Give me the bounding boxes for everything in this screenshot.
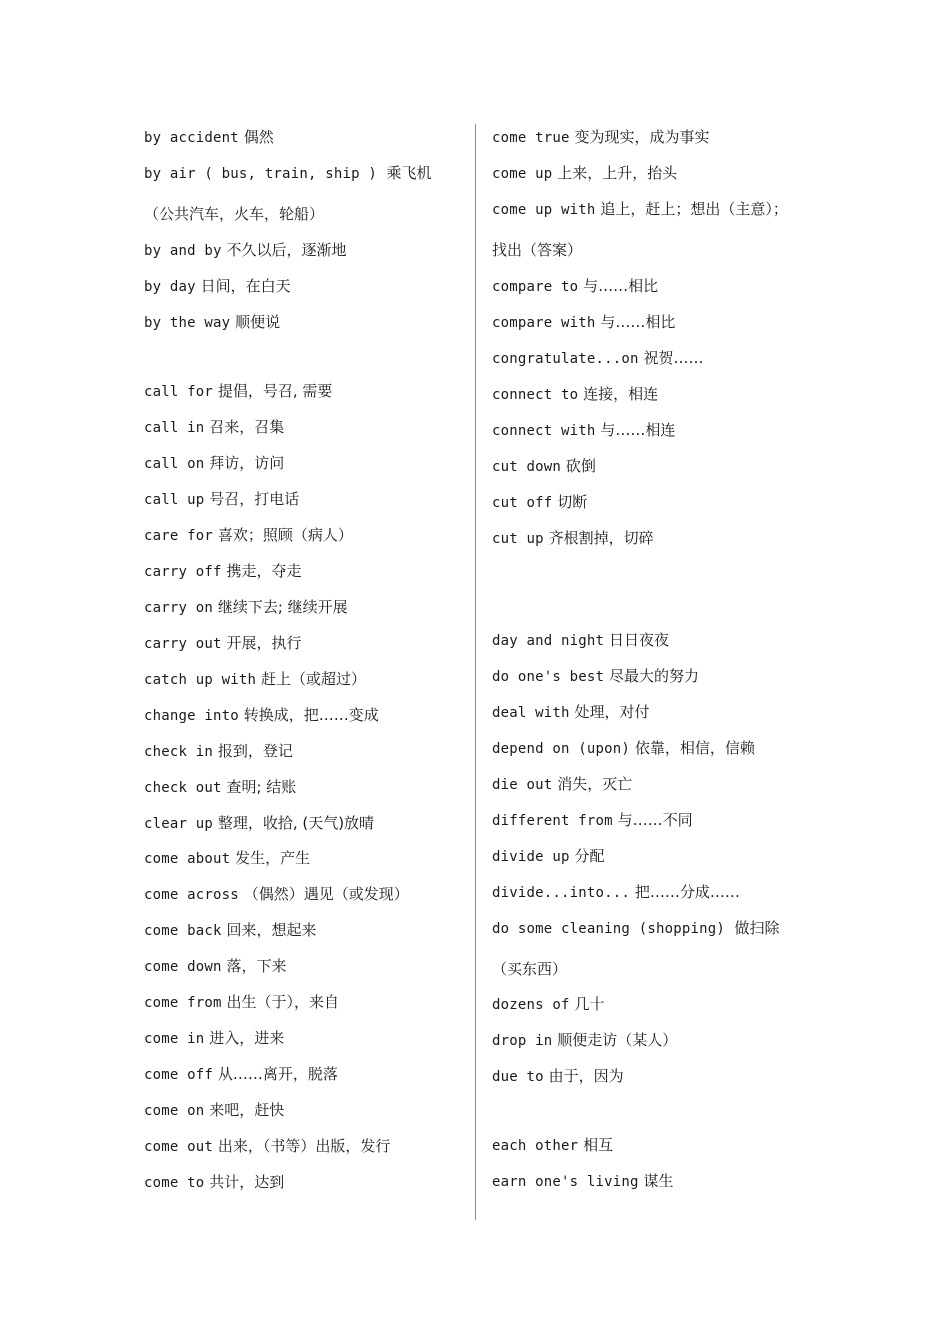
phrase-entry — [144, 311, 280, 333]
phrase-chinese: 切断 — [557, 493, 588, 511]
phrase-entry — [492, 126, 709, 148]
phrase-entry — [492, 1029, 677, 1051]
phrase-english: call for — [144, 384, 214, 400]
phrase-entry — [492, 773, 632, 795]
phrase-english: deal with — [492, 705, 570, 721]
phrase-chinese: 由于，因为 — [548, 1067, 624, 1085]
phrase-english: do one's best — [492, 669, 605, 685]
phrase-english: by accident — [144, 130, 239, 146]
phrase-english: earn one's living — [492, 1174, 639, 1190]
phrase-entry — [144, 452, 284, 474]
phrase-entry — [144, 275, 291, 297]
phrase-entry — [144, 1171, 284, 1193]
phrase-english: call in — [144, 420, 205, 436]
phrase-english: different from — [492, 813, 613, 829]
phrase-english: come out — [144, 1139, 214, 1155]
phrase-entry — [144, 1135, 390, 1157]
phrase-entry — [492, 527, 654, 549]
phrase-english: come down — [144, 959, 222, 975]
phrase-english: come in — [144, 1031, 205, 1047]
phrase-chinese: 日间，在白天 — [200, 277, 291, 295]
phrase-entry — [492, 737, 755, 759]
phrase-entry — [492, 275, 658, 297]
phrase-english: come true — [492, 130, 570, 146]
phrase-chinese: 整理，收拾, (天气)放晴 — [217, 814, 375, 832]
phrase-chinese: 祝贺…… — [643, 349, 704, 367]
phrase-entry — [144, 812, 374, 834]
phrase-chinese: 与……相比 — [583, 277, 659, 295]
phrase-chinese: 开展，执行 — [226, 634, 302, 652]
phrase-entry — [144, 162, 466, 225]
phrase-english: do some cleaning (shopping) — [492, 921, 725, 937]
phrase-chinese: 出生（于），来自 — [226, 993, 339, 1011]
phrase-chinese: 连接，相连 — [583, 385, 659, 403]
phrase-english: congratulate...on — [492, 351, 639, 367]
phrase-english: cut off — [492, 495, 553, 511]
phrase-chinese: 处理，对付 — [574, 703, 650, 721]
phrase-entry — [492, 311, 675, 333]
phrase-chinese: 谋生 — [643, 1172, 674, 1190]
phrase-chinese: 追上，赶上；想出（主意）； — [600, 200, 788, 218]
phrase-chinese: 日日夜夜 — [608, 631, 669, 649]
phrase-entry — [144, 416, 284, 438]
phrase-english: die out — [492, 777, 553, 793]
phrase-entry — [144, 1099, 284, 1121]
phrase-english: come about — [144, 851, 231, 867]
phrase-english: cut down — [492, 459, 562, 475]
phrase-chinese: 喜欢；照顾（病人） — [217, 526, 353, 544]
phrase-entry — [492, 917, 808, 980]
phrase-chinese: 出来，（书等）出版，发行 — [217, 1137, 391, 1155]
phrase-english: come up with — [492, 202, 596, 218]
phrase-chinese: 发生，产生 — [235, 849, 311, 867]
phrase-english: carry on — [144, 600, 214, 616]
phrase-chinese: 顺便走访（某人） — [557, 1031, 678, 1049]
phrase-entry — [492, 701, 649, 723]
phrase-entry — [492, 845, 604, 867]
phrase-entry — [492, 629, 669, 651]
phrase-english: come from — [144, 995, 222, 1011]
phrase-english: check in — [144, 744, 214, 760]
phrase-english: call on — [144, 456, 205, 472]
phrase-chinese: 相互 — [583, 1136, 614, 1154]
phrase-chinese: 偶然 — [243, 128, 274, 146]
phrase-entry — [492, 993, 604, 1015]
phrase-chinese: 号召，打电话 — [209, 490, 300, 508]
phrase-english: compare to — [492, 279, 579, 295]
phrase-chinese: 共计，达到 — [209, 1173, 285, 1191]
phrase-entry — [492, 347, 704, 369]
phrase-english: by the way — [144, 315, 231, 331]
phrase-entry — [144, 883, 409, 905]
phrase-english: cut up — [492, 531, 544, 547]
phrase-entry — [492, 1170, 674, 1192]
phrase-entry — [144, 1063, 338, 1085]
phrase-chinese: 尽最大的努力 — [608, 667, 699, 685]
phrase-english: catch up with — [144, 672, 257, 688]
phrase-chinese: 齐根割掉，切碎 — [548, 529, 654, 547]
phrase-entry — [144, 1027, 284, 1049]
phrase-english: connect to — [492, 387, 579, 403]
phrase-entry — [492, 162, 677, 184]
column-divider — [475, 124, 476, 1220]
phrase-entry — [144, 488, 299, 510]
phrase-chinese: 砍倒 — [565, 457, 596, 475]
phrase-entry — [492, 881, 740, 903]
phrase-chinese-continued: （买东西） — [492, 960, 568, 978]
phrase-entry — [144, 239, 346, 261]
phrase-english: call up — [144, 492, 205, 508]
phrase-chinese: 进入，进来 — [209, 1029, 285, 1047]
phrase-chinese: 消失，灭亡 — [557, 775, 633, 793]
phrase-entry — [492, 455, 596, 477]
phrase-english: depend on (upon) — [492, 741, 631, 757]
phrase-chinese: 报到，登记 — [217, 742, 293, 760]
phrase-chinese: 回来，想起来 — [226, 921, 317, 939]
phrase-entry — [144, 847, 310, 869]
phrase-entry — [492, 491, 587, 513]
phrase-chinese: 顺便说 — [235, 313, 281, 331]
phrase-english: divide...into... — [492, 885, 631, 901]
phrase-english: care for — [144, 528, 214, 544]
phrase-chinese-continued: （公共汽车，火车，轮船） — [144, 205, 325, 223]
phrase-chinese: 分配 — [574, 847, 605, 865]
phrase-english: clear up — [144, 816, 214, 832]
phrase-entry — [492, 383, 658, 405]
phrase-english: by day — [144, 279, 196, 295]
phrase-chinese: 与……相连 — [600, 421, 676, 439]
phrase-english: carry off — [144, 564, 222, 580]
phrase-entry — [144, 704, 379, 726]
phrase-chinese: 召来，召集 — [209, 418, 285, 436]
phrase-english: come to — [144, 1175, 205, 1191]
phrase-english: check out — [144, 780, 222, 796]
phrase-entry — [492, 198, 808, 261]
phrase-english: drop in — [492, 1033, 553, 1049]
phrase-entry — [144, 596, 348, 618]
phrase-chinese: 从……离开，脱落 — [217, 1065, 338, 1083]
phrase-chinese-continued: 找出（答案） — [492, 241, 583, 259]
phrase-chinese: 与……不同 — [617, 811, 693, 829]
phrase-chinese: 与……相比 — [600, 313, 676, 331]
phrase-entry — [144, 126, 274, 148]
phrase-entry — [144, 955, 286, 977]
phrase-chinese: 来吧，赶快 — [209, 1101, 285, 1119]
phrase-entry — [144, 668, 366, 690]
phrase-chinese: 依靠，相信，信赖 — [634, 739, 755, 757]
phrase-entry — [492, 419, 675, 441]
phrase-chinese: 查明; 结账 — [226, 778, 297, 796]
phrase-entry — [144, 632, 301, 654]
phrase-chinese: 上来，上升，抬头 — [557, 164, 678, 182]
phrase-entry — [144, 380, 332, 402]
phrase-english: compare with — [492, 315, 596, 331]
phrase-chinese: 几十 — [574, 995, 605, 1013]
phrase-english: carry out — [144, 636, 222, 652]
phrase-english: day and night — [492, 633, 605, 649]
phrase-entry — [492, 1065, 624, 1087]
phrase-chinese: 提倡，号召, 需要 — [217, 382, 333, 400]
phrase-chinese: 携走，夺走 — [226, 562, 302, 580]
phrase-english: connect with — [492, 423, 596, 439]
phrase-chinese: 把……分成…… — [634, 883, 740, 901]
phrase-english: due to — [492, 1069, 544, 1085]
phrase-chinese: 乘飞机 — [386, 164, 432, 182]
phrase-english: come across — [144, 887, 239, 903]
phrase-english: come back — [144, 923, 222, 939]
phrase-entry — [144, 560, 301, 582]
phrase-entry — [144, 776, 296, 798]
phrase-chinese: 赶上（或超过） — [260, 670, 366, 688]
phrase-english: dozens of — [492, 997, 570, 1013]
phrase-entry — [144, 919, 316, 941]
phrase-chinese: 变为现实，成为事实 — [574, 128, 710, 146]
phrase-english: come up — [492, 166, 553, 182]
phrase-chinese: 落，下来 — [226, 957, 287, 975]
phrase-entry — [144, 740, 293, 762]
phrase-chinese: 继续下去; 继续开展 — [217, 598, 348, 616]
phrase-entry — [144, 524, 353, 546]
phrase-chinese: 拜访，访问 — [209, 454, 285, 472]
phrase-entry — [492, 1134, 613, 1156]
phrase-entry — [144, 991, 339, 1013]
phrase-english: divide up — [492, 849, 570, 865]
phrase-chinese: 做扫除 — [734, 919, 780, 937]
phrase-chinese: 不久以后，逐渐地 — [226, 241, 347, 259]
phrase-chinese: （偶然）遇见（或发现） — [243, 885, 409, 903]
phrase-entry — [492, 809, 693, 831]
phrase-english: by air ( bus, train, ship ) — [144, 166, 377, 182]
phrase-english: by and by — [144, 243, 222, 259]
phrase-chinese: 转换成，把……变成 — [243, 706, 379, 724]
phrase-english: each other — [492, 1138, 579, 1154]
phrase-english: come off — [144, 1067, 214, 1083]
phrase-english: change into — [144, 708, 239, 724]
phrase-entry — [492, 665, 699, 687]
phrase-english: come on — [144, 1103, 205, 1119]
